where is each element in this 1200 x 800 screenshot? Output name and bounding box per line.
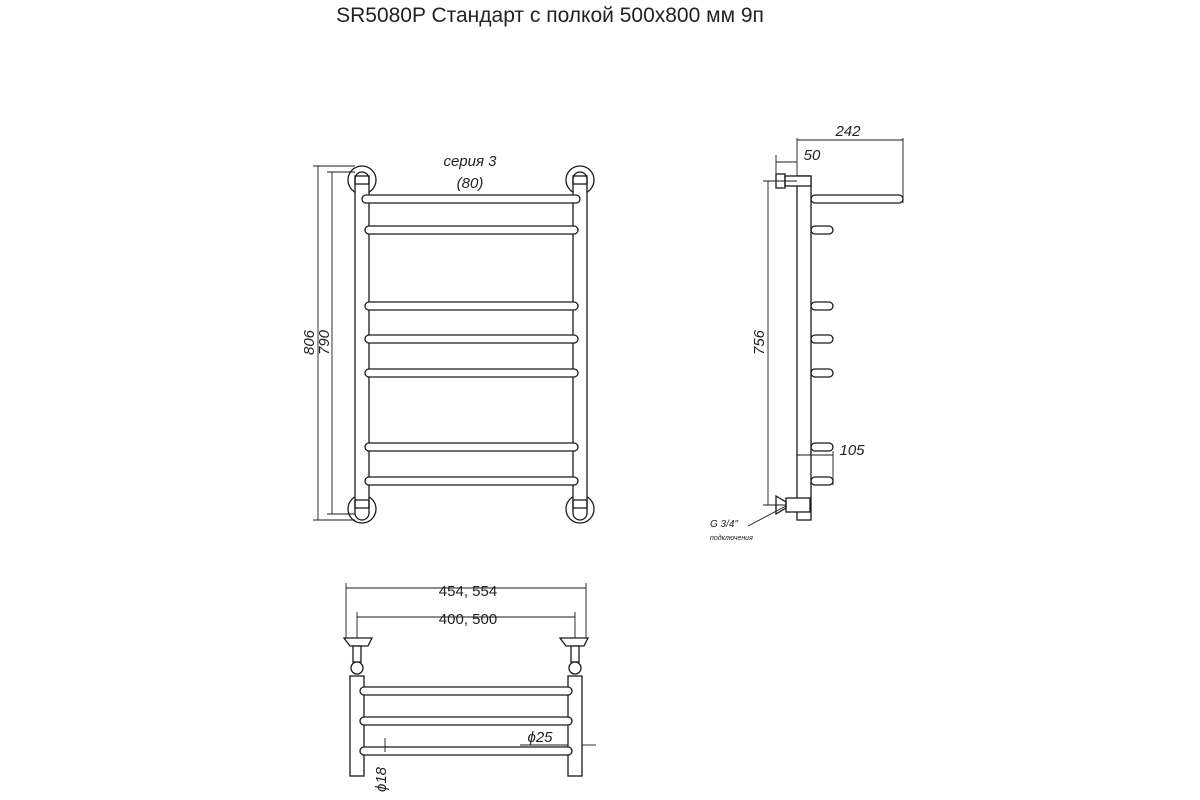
side-rung-end (811, 226, 833, 234)
side-rung-end (811, 335, 833, 343)
bottom-shelf-bar (360, 687, 572, 695)
bottom-shelf-bar (360, 717, 572, 725)
thread-label: G 3/4" (710, 519, 739, 530)
left-wall-bracket (344, 638, 372, 646)
dim-806-label: 806 (301, 329, 318, 355)
rung (365, 477, 578, 485)
side-view (710, 123, 903, 542)
dim-756-label: 756 (751, 329, 768, 355)
thread-note: подключения (710, 535, 753, 542)
dim-105-label: 105 (839, 442, 865, 459)
side-rung-end (811, 477, 833, 485)
dim-790-label: 790 (316, 329, 333, 355)
rung (365, 443, 578, 451)
page-title: SR5080P Стандарт с полкой 500x800 мм 9п (336, 4, 764, 27)
bottom-view (344, 583, 596, 792)
front-view (301, 153, 594, 523)
dim-242-label: 242 (835, 123, 861, 140)
rung (365, 369, 578, 377)
dim-d25-label: ϕ25 (527, 729, 553, 746)
dim-outer-label: 454, 554 (438, 583, 498, 600)
side-rung-end (811, 443, 833, 451)
dim-inner-label: 400, 500 (438, 611, 498, 628)
left-valve-cap (351, 662, 363, 674)
rung (365, 226, 578, 234)
rung (365, 302, 578, 310)
right-wall-bracket (560, 638, 588, 646)
side-bottom-valve (786, 498, 810, 512)
thread-leader (748, 506, 786, 526)
rung (365, 335, 578, 343)
side-shelf (811, 195, 903, 203)
series-value: (80) (456, 175, 484, 192)
dim-50-label: 50 (803, 147, 821, 164)
side-rung-end (811, 369, 833, 377)
dim-d18-label: ϕ18 (373, 766, 390, 792)
bottom-shelf-bar (360, 747, 572, 755)
side-vertical-pipe (797, 176, 811, 520)
side-rung-end (811, 302, 833, 310)
series-label: серия 3 (443, 153, 497, 170)
left-vertical-pipe (355, 172, 369, 520)
left-bracket-stem (353, 646, 361, 662)
shelf-top-bar (362, 195, 580, 203)
right-valve-cap (569, 662, 581, 674)
right-vertical-pipe (573, 172, 587, 520)
right-bracket-stem (571, 646, 579, 662)
